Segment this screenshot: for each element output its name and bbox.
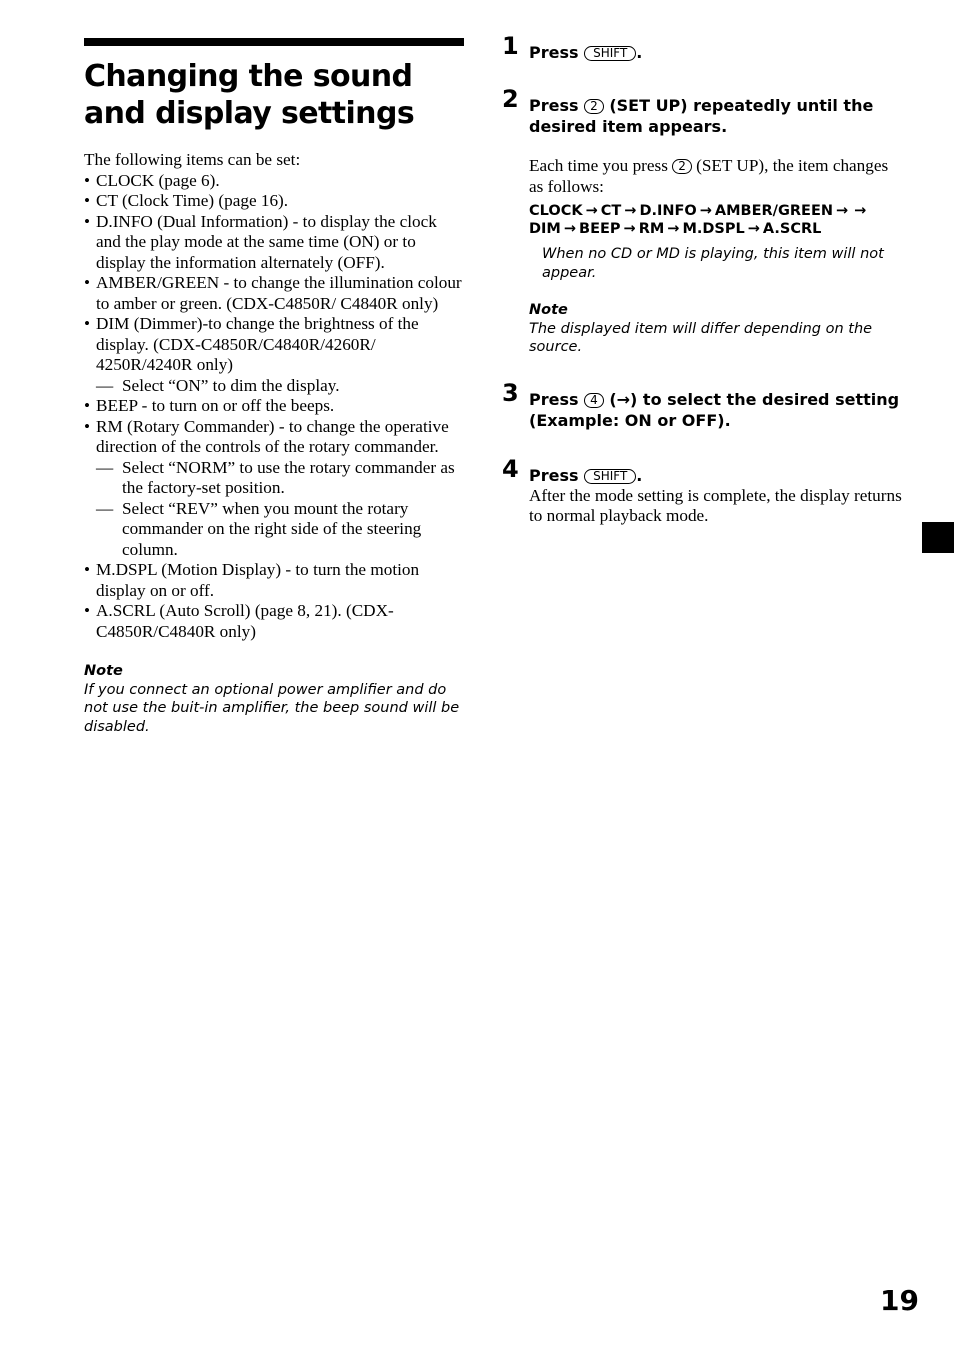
bullet-icon: •	[84, 170, 91, 190]
step-3	[502, 378, 902, 431]
bullet-icon: •	[84, 314, 91, 333]
step-text-rest: (SET UP) repeatedly until the desired item appears.	[529, 96, 874, 136]
step-text: Press	[529, 43, 579, 62]
step-4	[502, 454, 902, 527]
right-column	[502, 32, 902, 527]
step-end: .	[636, 465, 643, 485]
bullet-icon: •	[84, 396, 91, 415]
sequence-item: RM	[638, 220, 665, 237]
note-text: If you connect an optional power amplifier and do not use the buit-in amplifier, the beep sound will be disabled.	[84, 681, 460, 735]
settings-list	[84, 171, 464, 643]
sequence-item: DIM	[529, 220, 561, 237]
step-end: .	[636, 43, 643, 62]
list-item	[84, 417, 464, 561]
note-label: Note	[529, 302, 568, 318]
sequence-item: AMBER/GREEN	[714, 203, 833, 219]
step-4-detail: After the mode setting is complete, the display returns to normal playback mode.	[529, 485, 902, 525]
right-arrow-icon: →	[616, 389, 631, 409]
bullet-icon: •	[84, 601, 91, 620]
list-item-text: M.DSPL (Motion Display) - to turn the motion display on or off.	[96, 560, 420, 600]
right-arrow-icon: →	[624, 203, 637, 219]
step-number: 3	[502, 378, 519, 407]
right-arrow-icon: →	[699, 203, 712, 219]
shift-key-icon: SHIFT	[584, 46, 636, 61]
list-item-text: DIM (Dimmer)-to change the brightness of the display. (CDX-C4850R/C4840R/4260R/ 4250R/4240R only)	[96, 314, 419, 374]
sequence-note: When no CD or MD is playing, this item will not appear.	[542, 246, 884, 281]
sequence-item: A.SCRL	[762, 220, 822, 237]
left-column	[84, 38, 464, 736]
dash-icon: —	[96, 498, 114, 518]
list-item	[84, 212, 464, 274]
title-rule	[84, 38, 464, 46]
note-label: Note	[84, 663, 123, 679]
sub-item	[96, 376, 464, 397]
list-item-text: D.INFO (Dual Information) - to display the clock and the play mode at the same time (ON) or to display the information alternately (OFF).	[96, 211, 437, 272]
intro-text: The following items can be set:	[84, 150, 301, 169]
dash-icon: —	[96, 375, 114, 395]
left-note	[84, 662, 464, 736]
list-item	[84, 560, 464, 601]
note-text: The displayed item will differ depending on the source.	[529, 320, 873, 355]
right-arrow-icon: →	[836, 203, 849, 219]
sub-item	[96, 499, 464, 561]
list-item-text: RM (Rotary Commander) - to change the operative direction of the controls of the rotary commander.	[96, 416, 449, 456]
step-text-rest: ) to select the desired setting (Example: ON or OFF).	[529, 389, 900, 430]
page-number: 19	[880, 1284, 919, 1317]
sequence-item: M.DSPL	[682, 220, 745, 237]
sub-item-text: Select “NORM” to use the rotary commander as the factory-set position.	[122, 457, 455, 497]
list-item-text: AMBER/GREEN - to change the illumination colour to amber or green. (CDX-C4850R/ C4840R only)	[96, 273, 462, 313]
sequence-item: BEEP	[579, 220, 621, 237]
right-arrow-icon: →	[854, 203, 867, 219]
right-arrow-icon: →	[585, 203, 598, 219]
bullet-icon: •	[84, 191, 91, 210]
list-item	[84, 191, 464, 212]
key-2-icon: 2	[672, 159, 692, 174]
key-4-icon: 4	[584, 393, 604, 408]
page-title: Changing the sound and display settings	[84, 59, 415, 131]
bullet-icon: •	[84, 416, 91, 436]
list-item-text: CLOCK (page 6).	[96, 170, 220, 190]
list-item-text: A.SCRL (Auto Scroll) (page 8, 21). (CDX-C4850R/C4840R only)	[96, 601, 394, 641]
sub-item	[96, 458, 464, 499]
bullet-icon: •	[84, 273, 91, 292]
list-item-text: BEEP - to turn on or off the beeps.	[96, 396, 335, 415]
shift-key-icon: SHIFT	[584, 469, 636, 484]
right-arrow-icon: →	[747, 220, 760, 237]
right-arrow-icon: →	[563, 220, 577, 237]
sub-item-text: Select “ON” to dim the display.	[122, 375, 340, 395]
sub-item-text: Select “REV” when you mount the rotary commander on the right side of the steering column.	[122, 498, 422, 559]
step-1	[502, 32, 902, 63]
sequence-item: CLOCK	[529, 203, 583, 219]
list-item	[84, 601, 464, 642]
detail-text: Each time you press	[529, 156, 668, 175]
list-item	[84, 171, 464, 192]
step-number: 4	[502, 454, 519, 483]
step-number: 2	[502, 85, 519, 113]
list-item	[84, 314, 464, 396]
item-sequence	[529, 203, 902, 238]
detail-text: (SET UP), the item changes as follows:	[529, 156, 889, 196]
step-2-detail	[529, 156, 902, 197]
step-text: Press	[529, 96, 579, 115]
right-arrow-icon: →	[667, 220, 680, 237]
list-item	[84, 273, 464, 314]
step-number: 1	[502, 32, 519, 60]
list-item-text: CT (Clock Time) (page 16).	[96, 191, 289, 210]
step-text: Press	[529, 389, 579, 409]
bullet-icon: •	[84, 560, 91, 579]
step-text: Press	[529, 465, 579, 485]
right-arrow-icon: →	[623, 220, 636, 237]
step-2	[502, 85, 902, 357]
step-2-note	[529, 301, 902, 357]
key-2-icon: 2	[584, 99, 604, 114]
sequence-item: D.INFO	[639, 203, 697, 219]
paren-open: (	[609, 389, 617, 409]
dash-icon: —	[96, 457, 114, 477]
list-item	[84, 396, 464, 417]
bullet-icon: •	[84, 211, 91, 231]
section-thumb-tab	[922, 522, 954, 553]
sequence-item: CT	[600, 203, 622, 219]
